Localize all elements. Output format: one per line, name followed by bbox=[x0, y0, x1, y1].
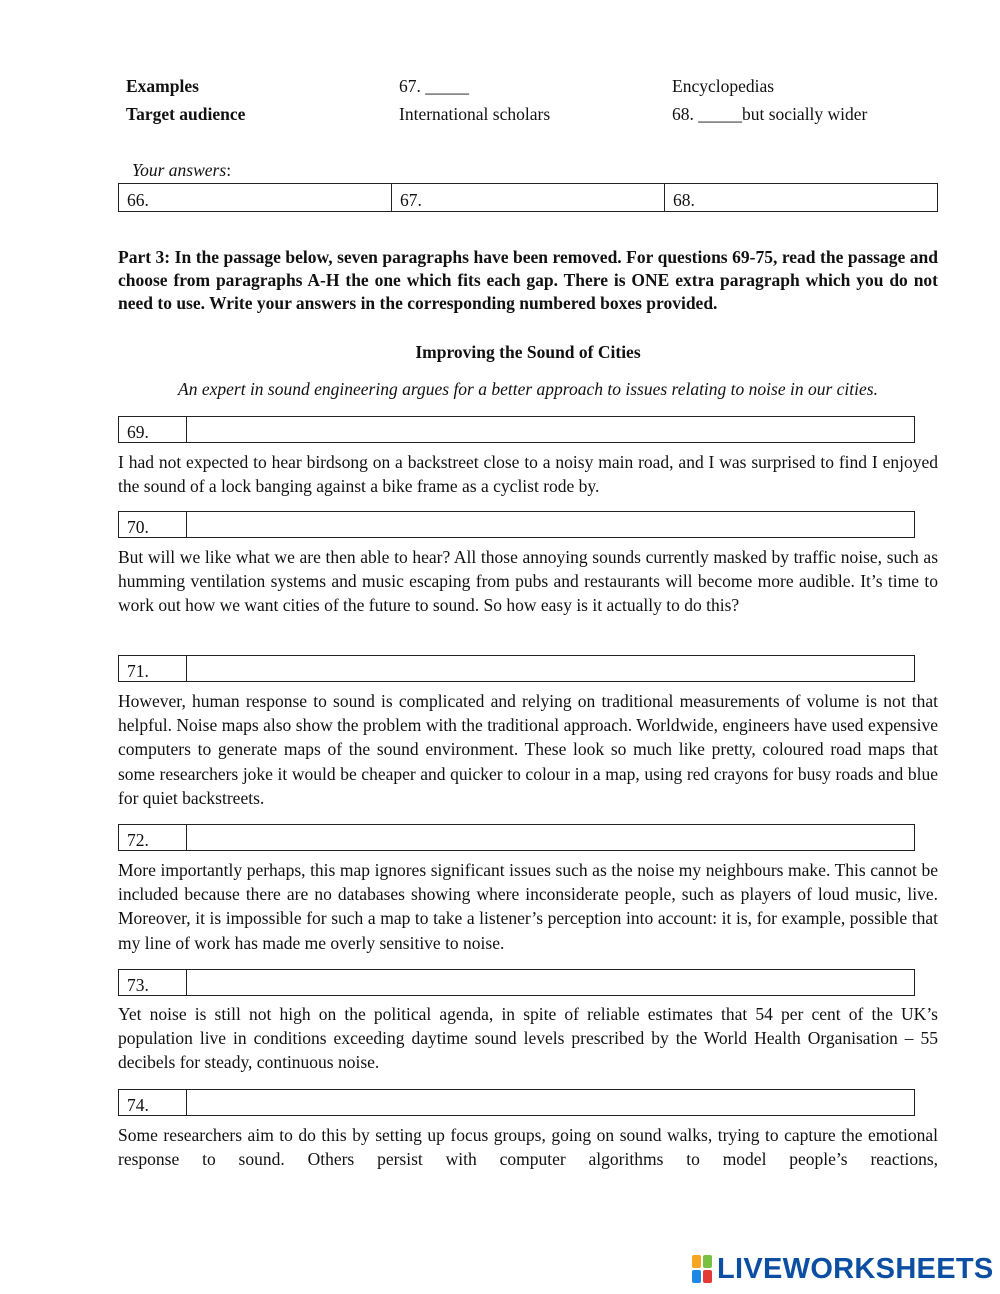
paragraph-3: However, human response to sound is complicated and relying on traditional measurements of volume is not that helpful. Noise maps also show the problem with the traditional approach. Worldwide, engineers have used expensive computers to generate maps of the sound environment. These look so much like pretty, coloured road maps that some researchers joke it would be cheaper and quicker to colour in a map, using red crayons for busy roads and blue for quiet backstreets. bbox=[118, 691, 938, 808]
table-cell-target-audience-col3: 68. _____but socially wider bbox=[672, 104, 868, 124]
table-label-examples: Examples bbox=[126, 76, 199, 96]
gap-number-73: 73. bbox=[119, 970, 187, 995]
table-cell-examples-col3: Encyclopedias bbox=[672, 76, 775, 96]
paragraph-5: Yet noise is still not high on the political agenda, in spite of reliable estimates that 54 per cent of the UK’s population live in conditions exceeding daytime sound levels prescribed by the World Health Organisation – 55 decibels for steady, continuous noise. bbox=[118, 1004, 938, 1073]
passage-subtitle: An expert in sound engineering argues for a better approach to issues relating to noise in our cities. bbox=[178, 379, 878, 399]
gap-answer-69[interactable] bbox=[188, 417, 914, 442]
gap-box-74 bbox=[118, 1089, 915, 1116]
gap-box-71 bbox=[118, 655, 915, 682]
gap-answer-72[interactable] bbox=[188, 825, 914, 850]
paragraph-6: Some researchers aim to do this by setting up focus groups, going on sound walks, trying to capture the emotional response to sound. Others persist with computer algorithms to model people’s reactions, bbox=[118, 1125, 938, 1170]
gap-number-71: 71. bbox=[119, 656, 187, 681]
gap-box-69 bbox=[118, 416, 915, 443]
gap-box-73 bbox=[118, 969, 915, 996]
your-answers-heading bbox=[132, 160, 231, 181]
paragraph-1: I had not expected to hear birdsong on a backstreet close to a noisy main road, and I was surprised to find I enjoyed the sound of a lock banging against a bike frame as a cyclist rode by. bbox=[118, 452, 938, 497]
gap-answer-70[interactable] bbox=[188, 512, 914, 537]
paragraph-2: But will we like what we are then able to hear? All those annoying sounds currently masked by traffic noise, such as humming ventilation systems and music escaping from pubs and restaurants will become more audible. It’s time to work out how we want cities of the future to sound. So how easy is it actually to do this? bbox=[118, 547, 938, 616]
answer-cell-67[interactable]: 67. bbox=[392, 184, 665, 212]
gap-answer-74[interactable] bbox=[188, 1090, 914, 1115]
part3-instructions: Part 3: In the passage below, seven paragraphs have been removed. For questions 69-75, read the passage and choose from paragraphs A-H the one which fits each gap. There is ONE extra paragraph which you do not need to use. Write your answers in the corresponding numbered boxes provided. bbox=[118, 247, 938, 313]
gap-number-69: 69. bbox=[119, 417, 187, 442]
gap-answer-73[interactable] bbox=[188, 970, 914, 995]
gap-box-72 bbox=[118, 824, 915, 851]
table-cell-examples-col2: 67. _____ bbox=[399, 76, 469, 96]
liveworksheets-logo-text: LIVEWORKSHEETS bbox=[717, 1253, 994, 1285]
table-label-target-audience: Target audience bbox=[126, 104, 246, 124]
gap-box-70 bbox=[118, 511, 915, 538]
gap-answer-71[interactable] bbox=[188, 656, 914, 681]
gap-number-74: 74. bbox=[119, 1090, 187, 1115]
gap-number-70: 70. bbox=[119, 512, 187, 537]
answer-table bbox=[118, 183, 938, 212]
passage-title: Improving the Sound of Cities bbox=[415, 342, 641, 362]
answer-cell-68[interactable]: 68. bbox=[665, 184, 938, 212]
gap-number-72: 72. bbox=[119, 825, 187, 850]
paragraph-4: More importantly perhaps, this map ignores significant issues such as the noise my neighbours make. This cannot be included because there are no databases showing where inconsiderate people, such as players of loud music, live. Moreover, it is impossible for such a map to take a listener’s perception into account: it is, for example, possible that my line of work has made me overly sensitive to noise. bbox=[118, 860, 938, 953]
liveworksheets-logo bbox=[692, 1254, 994, 1284]
your-answers-label: Your answers bbox=[132, 160, 227, 180]
answer-cell-66[interactable]: 66. bbox=[119, 184, 392, 212]
table-cell-target-audience-col2: International scholars bbox=[399, 104, 551, 124]
liveworksheets-logo-icon bbox=[692, 1255, 712, 1283]
your-answers-colon: : bbox=[226, 160, 232, 180]
